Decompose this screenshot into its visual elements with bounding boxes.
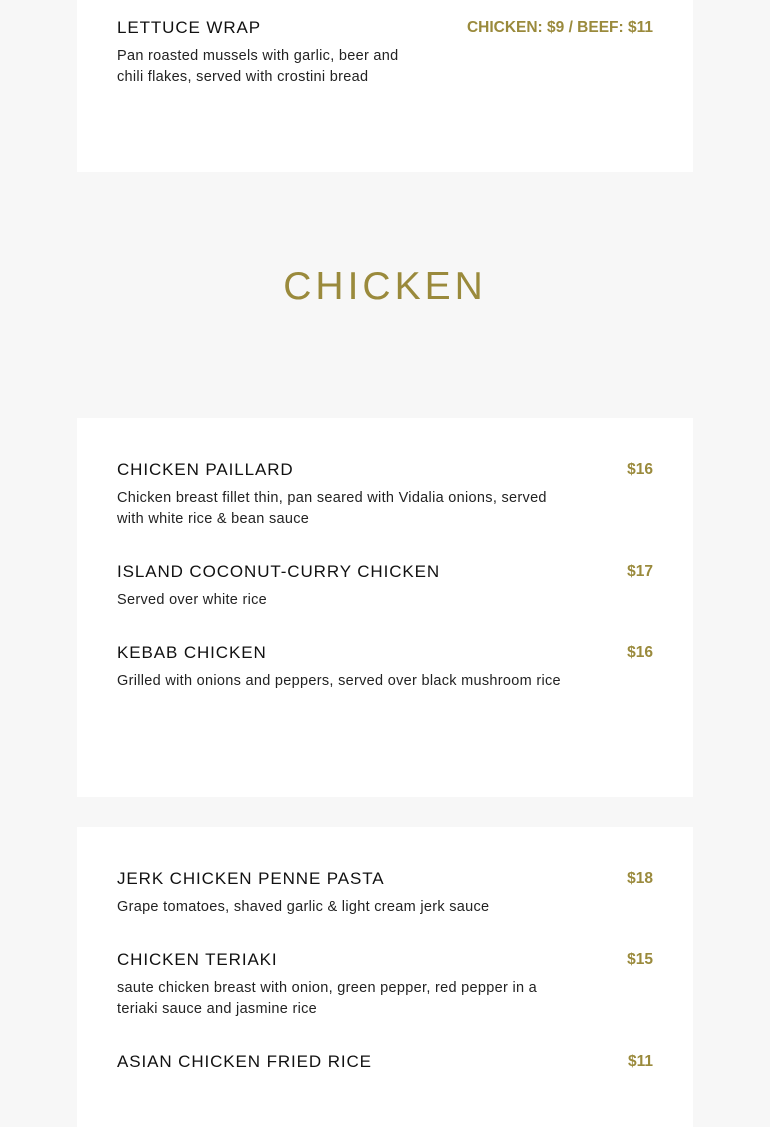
menu-item-price: $17 [627, 563, 653, 580]
menu-item-description: Pan roasted mussels with garlic, beer and chili flakes, served with crostini bread [117, 48, 399, 85]
menu-card-top [77, 0, 693, 172]
menu-item-price: $11 [627, 1053, 653, 1070]
menu-item-description: Grilled with onions and peppers, served over black mushroom rice [117, 673, 561, 689]
menu-item-name: ASIAN CHICKEN FRIED RICE [117, 1052, 372, 1071]
menu-item-description: Grape tomatoes, shaved garlic & light cream jerk sauce [117, 899, 490, 915]
menu-item-name: ISLAND COCONUT-CURRY CHICKEN [117, 562, 441, 581]
menu-item-price: $16 [627, 461, 653, 478]
menu-item-price: $16 [627, 644, 653, 661]
menu-item-price: $15 [627, 951, 653, 968]
menu-item-price: $18 [627, 870, 653, 887]
menu-item-price: CHICKEN: $9 / BEEF: $11 [466, 19, 653, 36]
menu-item-description: Chicken breast fillet thin, pan seared with Vidalia onions, served with white rice & bean sauce [117, 490, 547, 527]
menu-item-name: KEBAB CHICKEN [117, 643, 267, 662]
menu-item-name: CHICKEN PAILLARD [117, 460, 294, 479]
menu-item-description: Served over white rice [117, 592, 268, 608]
menu-card-chicken-1 [77, 418, 693, 797]
menu-item-name: JERK CHICKEN PENNE PASTA [117, 869, 385, 888]
section-title-chicken: CHICKEN [283, 265, 487, 308]
menu-item-name: LETTUCE WRAP [117, 18, 261, 37]
menu-item-name: CHICKEN TERIAKI [117, 950, 278, 969]
menu-card-chicken-2 [77, 827, 693, 1127]
menu-item-description: saute chicken breast with onion, green pepper, red pepper in a teriaki sauce and jasmine rice [117, 980, 538, 1017]
